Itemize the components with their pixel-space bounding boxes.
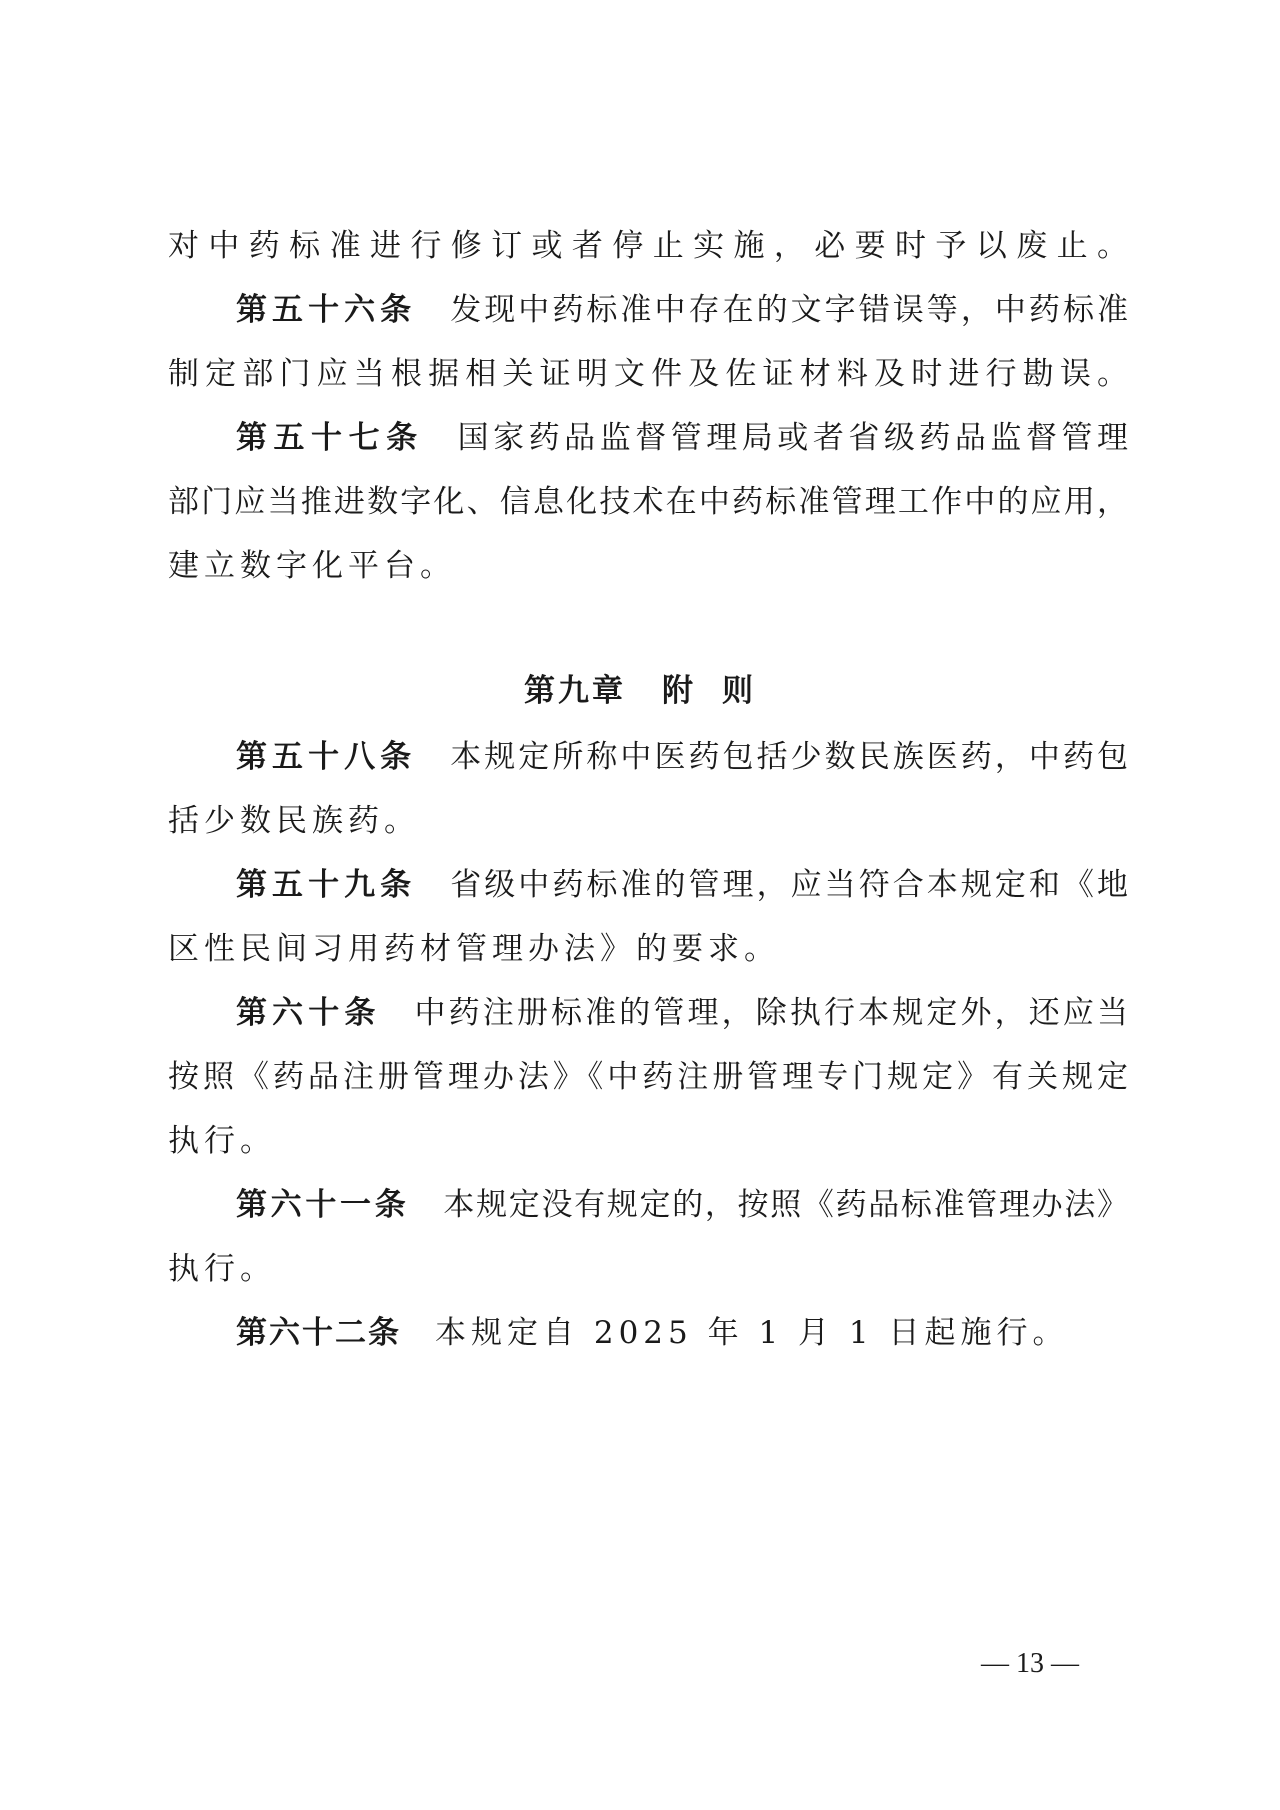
article-56-text: 发现中药标准中存在的文字错误等，中药标准 — [450, 292, 1129, 328]
article-61-number: 第六十一条 — [236, 1187, 410, 1223]
chapter-title-part-1: 附 — [662, 673, 696, 709]
article-61-text: 本规定没有规定的，按照《药品标准管理办法》 — [443, 1187, 1129, 1223]
article-56-first-line — [236, 288, 1128, 332]
chapter-number: 第九章 — [524, 673, 626, 709]
article-58-number: 第五十八条 — [236, 739, 417, 775]
article-61-first-line — [236, 1183, 1128, 1227]
article-61-line-2: 执行。 — [168, 1251, 276, 1287]
article-60-text: 中药注册标准的管理，除执行本规定外，还应当 — [414, 995, 1128, 1031]
article-60-line-2: 按照《药品注册管理办法》《中药注册管理专门规定》有关规定 — [168, 1059, 1128, 1095]
article-57-first-line — [236, 416, 1128, 460]
article-59-number: 第五十九条 — [236, 867, 417, 903]
article-59-first-line — [236, 863, 1128, 907]
chapter-heading — [0, 669, 1280, 713]
article-60-line-3: 执行。 — [168, 1123, 276, 1159]
article-62-text: 本规定自 2025 年 1 月 1 日起施行。 — [435, 1315, 1069, 1351]
article-57-text: 国家药品监督管理局或者省级药品监督管理 — [457, 420, 1128, 456]
article-56-line-2: 制定部门应当根据相关证明文件及佐证材料及时进行勘误。 — [168, 356, 1128, 392]
article-56-number: 第五十六条 — [236, 292, 417, 328]
article-60-first-line — [236, 991, 1128, 1035]
chapter-title-part-2: 则 — [722, 673, 756, 709]
continuation-line: 对中药标准进行修订或者停止实施，必要时予以废止。 — [168, 228, 1128, 264]
page-number: — 13 — — [981, 1648, 1079, 1679]
article-62-first-line — [236, 1311, 1128, 1355]
article-62-number: 第六十二条 — [236, 1315, 401, 1351]
article-57-line-3: 建立数字化平台。 — [168, 548, 456, 584]
article-58-text: 本规定所称中医药包括少数民族医药，中药包 — [450, 739, 1129, 775]
article-57-line-2: 部门应当推进数字化、信息化技术在中药标准管理工作中的应用， — [168, 484, 1128, 520]
article-57-number: 第五十七条 — [236, 420, 424, 456]
article-58-line-2: 括少数民族药。 — [168, 803, 420, 839]
article-60-number: 第六十条 — [236, 995, 381, 1031]
article-59-line-2: 区性民间习用药材管理办法》的要求。 — [168, 931, 780, 967]
article-58-first-line — [236, 735, 1128, 779]
article-59-text: 省级中药标准的管理，应当符合本规定和《地 — [450, 867, 1129, 903]
